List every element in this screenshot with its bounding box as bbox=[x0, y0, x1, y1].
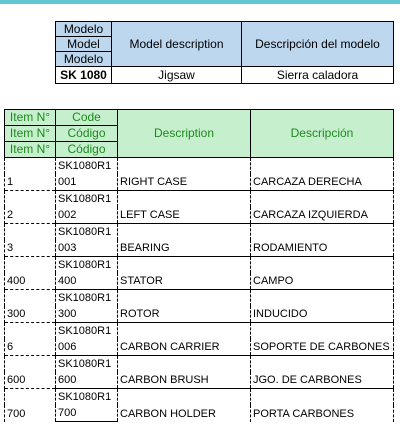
part-code-suffix: 006 bbox=[56, 339, 118, 356]
part-code-suffix: 700 bbox=[56, 405, 118, 422]
part-code-suffix: 003 bbox=[56, 240, 118, 257]
part-description: CARBON BRUSH bbox=[118, 356, 251, 389]
model-table bbox=[55, 21, 394, 84]
description-header: Description bbox=[118, 110, 251, 158]
part-description: BEARING bbox=[118, 224, 251, 257]
parts-table bbox=[4, 109, 394, 422]
part-descripcion: CAMPO bbox=[251, 257, 394, 290]
code-header: Code bbox=[56, 110, 118, 126]
top-accent-bar bbox=[0, 0, 400, 4]
item-number: 600 bbox=[5, 356, 56, 389]
part-code-suffix: 001 bbox=[56, 174, 118, 191]
part-code: SK1080R1 bbox=[56, 323, 118, 340]
parts-rows bbox=[5, 158, 394, 422]
table-row bbox=[5, 257, 394, 274]
item-number: 400 bbox=[5, 257, 56, 290]
part-code-suffix: 400 bbox=[56, 273, 118, 290]
part-descripcion: RODAMIENTO bbox=[251, 224, 394, 257]
model-description: Jigsaw bbox=[112, 67, 242, 84]
part-description: CARBON HOLDER bbox=[118, 389, 251, 422]
part-description: LEFT CASE bbox=[118, 191, 251, 224]
part-code-suffix: 002 bbox=[56, 207, 118, 224]
item-number: 700 bbox=[5, 389, 56, 422]
table-row bbox=[5, 191, 394, 208]
model-header-modelo-2: Modelo bbox=[56, 52, 112, 67]
part-descripcion: SOPORTE DE CARBONES bbox=[251, 323, 394, 356]
part-descripcion: JGO. DE CARBONES bbox=[251, 356, 394, 389]
model-descripcion: Sierra caladora bbox=[242, 67, 394, 84]
item-header: Item N° bbox=[5, 126, 56, 142]
part-code: SK1080R1 bbox=[56, 257, 118, 274]
part-descripcion: PORTA CARBONES bbox=[251, 389, 394, 422]
part-code: SK1080R1 bbox=[56, 224, 118, 241]
part-code: SK1080R1 bbox=[56, 290, 118, 307]
item-number: 6 bbox=[5, 323, 56, 356]
part-descripcion: CARCAZA DERECHA bbox=[251, 158, 394, 191]
part-code: SK1080R1 bbox=[56, 191, 118, 208]
item-number: 3 bbox=[5, 224, 56, 257]
model-header-modelo: Modelo bbox=[56, 22, 112, 37]
part-descripcion: CARCAZA IZQUIERDA bbox=[251, 191, 394, 224]
item-number: 1 bbox=[5, 158, 56, 191]
table-row bbox=[5, 323, 394, 340]
model-description-header: Model description bbox=[112, 22, 242, 67]
item-number: 2 bbox=[5, 191, 56, 224]
descripcion-header: Descripción bbox=[251, 110, 394, 158]
code-header: Código bbox=[56, 142, 118, 158]
item-header: Item N° bbox=[5, 142, 56, 158]
part-code: SK1080R1 bbox=[56, 158, 118, 175]
table-row bbox=[5, 158, 394, 175]
table-row bbox=[5, 389, 394, 406]
part-description: ROTOR bbox=[118, 290, 251, 323]
descripcion-modelo-header: Descripción del modelo bbox=[242, 22, 394, 67]
part-descripcion: INDUCIDO bbox=[251, 290, 394, 323]
part-code: SK1080R1 bbox=[56, 356, 118, 373]
model-code: SK 1080 bbox=[56, 67, 112, 84]
part-description: CARBON CARRIER bbox=[118, 323, 251, 356]
table-row bbox=[5, 290, 394, 307]
table-row bbox=[5, 224, 394, 241]
code-header: Código bbox=[56, 126, 118, 142]
table-row bbox=[5, 356, 394, 373]
part-description: STATOR bbox=[118, 257, 251, 290]
part-code-suffix: 600 bbox=[56, 372, 118, 389]
item-number: 300 bbox=[5, 290, 56, 323]
part-code: SK1080R1 bbox=[56, 389, 118, 406]
part-code-suffix: 300 bbox=[56, 306, 118, 323]
model-header-model: Model bbox=[56, 37, 112, 52]
item-header: Item N° bbox=[5, 110, 56, 126]
part-description: RIGHT CASE bbox=[118, 158, 251, 191]
